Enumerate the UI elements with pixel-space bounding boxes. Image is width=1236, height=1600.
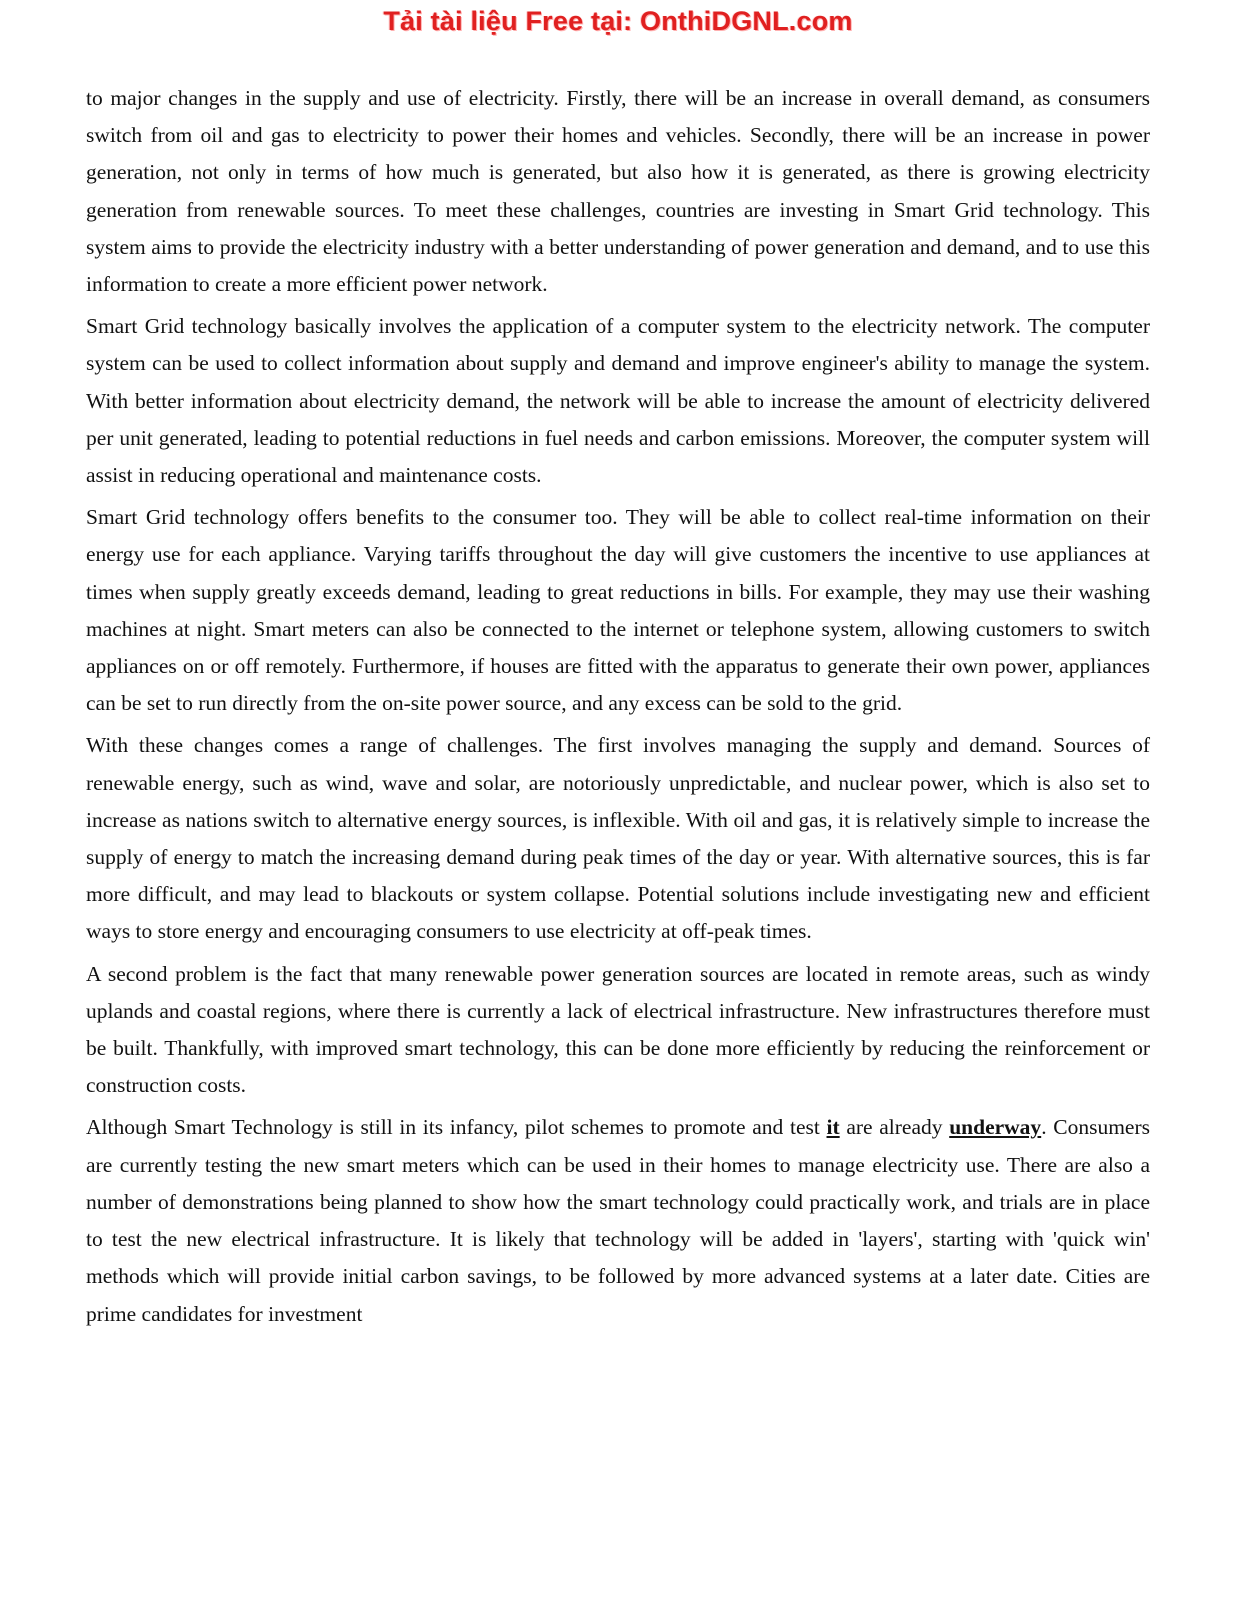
highlighted-word-underway: underway — [949, 1115, 1042, 1140]
highlighted-word-it: it — [826, 1115, 840, 1140]
paragraph-5: A second problem is the fact that many renewable power generation sources are located in remote areas, such as windy uplands and coastal regions, where there is currently a lack of electrical infrastructure. New infrastructures therefore must be built. Thankfully, with improved smart technology, this can be done more efficiently by reducing the reinforcement or construction costs. — [86, 961, 1150, 1098]
article-body — [86, 80, 1150, 1338]
paragraph-4: With these changes comes a range of challenges. The first involves managing the supply and demand. Sources of renewable energy, such as wind, wave and solar, are notoriously unpredictable, and nuclear power, which is also set to increase as nations switch to alternative energy sources, is inflexible. With oil and gas, it is relatively simple to increase the supply of energy to match the increasing demand during peak times of the day or year. With alternative sources, this is far more difficult, and may lead to blackouts or system collapse. Potential solutions include investigating new and efficient ways to store energy and encouraging consumers to use electricity at off-peak times. — [86, 733, 1150, 944]
paragraph-6-part-3: . Consumers are currently testing the new smart meters which can be used in their homes to manage electricity use. There are also a number of demonstrations being planned to show how the smart technology could practically work, and trials are in place to test the new electrical infrastructure. It is likely that technology will be added in 'layers', starting with 'quick win' methods which will provide initial carbon savings, to be followed by more advanced systems at a later date. Cities are prime candidates for investment — [86, 1115, 1150, 1326]
site-banner[interactable]: Tải tài liệu Free tại: OnthiDGNL.com — [383, 6, 853, 36]
paragraph-6-part-2: are already — [839, 1115, 950, 1140]
paragraph-3: Smart Grid technology offers benefits to the consumer too. They will be able to collect real-time information on their energy use for each appliance. Varying tariffs throughout the day will give customers the incentive to use appliances at times when supply greatly exceeds demand, leading to great reductions in bills. For example, they may use their washing machines at night. Smart meters can also be connected to the internet or telephone system, allowing customers to switch appliances on or off remotely. Furthermore, if houses are fitted with the apparatus to generate their own power, appliances can be set to run directly from the on-site power source, and any excess can be sold to the grid. — [86, 505, 1150, 716]
paragraph-1: to major changes in the supply and use of electricity. Firstly, there will be an increase in overall demand, as consumers switch from oil and gas to electricity to power their homes and vehicles. Secondly, there will be an increase in power generation, not only in terms of how much is generated, but also how it is generated, as there is growing electricity generation from renewable sources. To meet these challenges, countries are investing in Smart Grid technology. This system aims to provide the electricity industry with a better understanding of power generation and demand, and to use this information to create a more efficient power network. — [86, 86, 1150, 297]
paragraph-6-part-1: Although Smart Technology is still in its infancy, pilot schemes to promote and test — [86, 1115, 827, 1140]
paragraph-2: Smart Grid technology basically involves the application of a computer system to the electricity network. The computer system can be used to collect information about supply and demand and improve engineer's ability to manage the system. With better information about electricity demand, the network will be able to increase the amount of electricity delivered per unit generated, leading to potential reductions in fuel needs and carbon emissions. Moreover, the computer system will assist in reducing operational and maintenance costs. — [86, 314, 1150, 488]
paragraph-6 — [86, 1109, 1150, 1332]
